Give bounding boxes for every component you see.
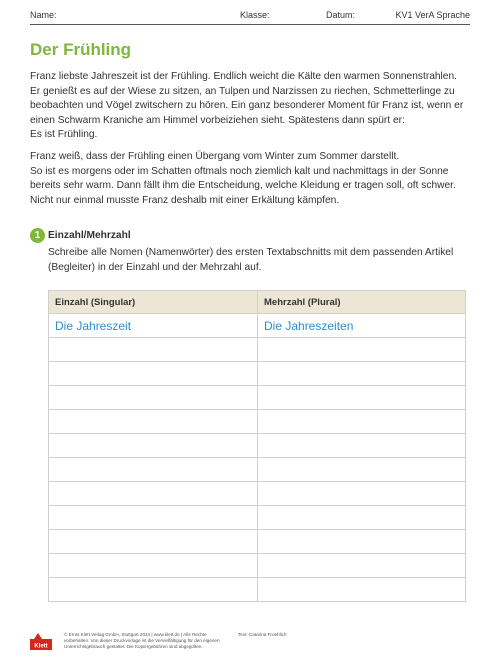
table-row xyxy=(49,338,466,362)
singular-cell[interactable] xyxy=(49,506,258,530)
plural-cell[interactable] xyxy=(258,554,466,578)
singular-cell[interactable] xyxy=(49,410,258,434)
plural-cell[interactable] xyxy=(258,530,466,554)
text-line: Es ist Frühling. xyxy=(30,129,98,140)
task-number-badge: 1 xyxy=(30,228,45,243)
klett-logo-icon xyxy=(30,632,52,650)
text-line: bereits sehr warm. Dann fällt ihm die Entscheidung, welche Kleidung er tragen soll, oft schwer. xyxy=(30,180,456,191)
task-title: Einzahl/Mehrzahl xyxy=(48,230,131,241)
table-row xyxy=(49,410,466,434)
plural-cell[interactable]: Die Jahreszeiten xyxy=(258,314,466,338)
class-label: Klasse: xyxy=(240,10,270,20)
text-line: Er genießt es auf der Wiese zu sitzen, an Tulpen und Narzissen zu riechen, Schmetterlinge zu xyxy=(30,85,455,97)
text-line: einen Schwarm Kraniche am Himmel vorbeiziehen sieht. Spätestens dann spürt er: xyxy=(30,114,405,126)
svg-text:Klett: Klett xyxy=(34,643,48,650)
text-line: Franz liebste Jahreszeit ist der Frühling. Endlich weicht die Kälte den warmen Sonnenstrahlen. xyxy=(30,71,457,82)
singular-cell[interactable] xyxy=(49,434,258,458)
answer-table xyxy=(48,290,466,602)
table-row xyxy=(49,578,466,602)
table-row xyxy=(49,554,466,578)
text-line: Franz weiß, dass der Frühling einen Übergang vom Winter zum Sommer darstellt. xyxy=(30,151,400,162)
singular-cell[interactable] xyxy=(49,386,258,410)
legal-notice: © Ernst Klett Verlag GmbH, Stuttgart 2024 | www.klett.de | Alle Rechte vorbehalten. Von dieser Druckvorlage ist die Vervielfältigung für den eigenen Unterrichtsgebrauch gestattet. Die Kopiergebühren sind abgegolten. xyxy=(64,632,220,649)
singular-cell[interactable] xyxy=(49,578,258,602)
date-label: Datum: xyxy=(326,10,356,20)
singular-cell[interactable] xyxy=(49,458,258,482)
text-credit: Text: Catarina Froehlich xyxy=(238,632,287,637)
page-title: Der Frühling xyxy=(30,40,132,59)
worksheet-header xyxy=(30,10,470,26)
singular-cell[interactable] xyxy=(49,338,258,362)
text-line: So ist es morgens oder im Schatten oftmals noch ziemlich kalt und nachmittags in der Sonne xyxy=(30,165,449,177)
column-header-plural: Mehrzahl (Plural) xyxy=(258,291,466,314)
table-header-row xyxy=(49,291,466,314)
column-header-singular: Einzahl (Singular) xyxy=(49,291,258,314)
singular-cell[interactable] xyxy=(49,482,258,506)
worksheet-code: KV1 VerA Sprache xyxy=(395,10,470,20)
plural-cell[interactable] xyxy=(258,338,466,362)
plural-cell[interactable] xyxy=(258,362,466,386)
text-line: (Begleiter) in der Einzahl und der Mehrzahl auf. xyxy=(48,261,262,273)
table-row xyxy=(49,482,466,506)
singular-cell[interactable] xyxy=(49,530,258,554)
table-row xyxy=(49,386,466,410)
task-instructions xyxy=(48,246,453,275)
singular-cell[interactable] xyxy=(49,554,258,578)
table-row xyxy=(49,434,466,458)
singular-cell[interactable]: Die Jahreszeit xyxy=(49,314,258,338)
plural-cell[interactable] xyxy=(258,506,466,530)
text-line: Nicht nur einmal musste Franz deshalb mit einer Erkältung kämpfen. xyxy=(30,194,340,206)
paragraph-2 xyxy=(30,150,470,208)
header-rule xyxy=(30,24,470,25)
singular-cell[interactable] xyxy=(49,362,258,386)
plural-cell[interactable] xyxy=(258,386,466,410)
table-row xyxy=(49,530,466,554)
text-line: beobachten und Vögel zwitschern zu hören. Ein ganz besonderer Moment für Franz ist, wenn er xyxy=(30,100,464,111)
plural-cell[interactable] xyxy=(258,482,466,506)
plural-cell[interactable] xyxy=(258,458,466,482)
plural-cell[interactable] xyxy=(258,410,466,434)
plural-cell[interactable] xyxy=(258,578,466,602)
table-row xyxy=(49,506,466,530)
paragraph-1 xyxy=(30,70,470,143)
name-label: Name: xyxy=(30,10,57,20)
table-row xyxy=(49,362,466,386)
table-row xyxy=(49,314,466,338)
page-footer xyxy=(30,630,470,654)
text-line: Schreibe alle Nomen (Namenwörter) des ersten Textabschnitts mit dem passenden Artikel xyxy=(48,247,454,258)
plural-cell[interactable] xyxy=(258,434,466,458)
table-row xyxy=(49,458,466,482)
